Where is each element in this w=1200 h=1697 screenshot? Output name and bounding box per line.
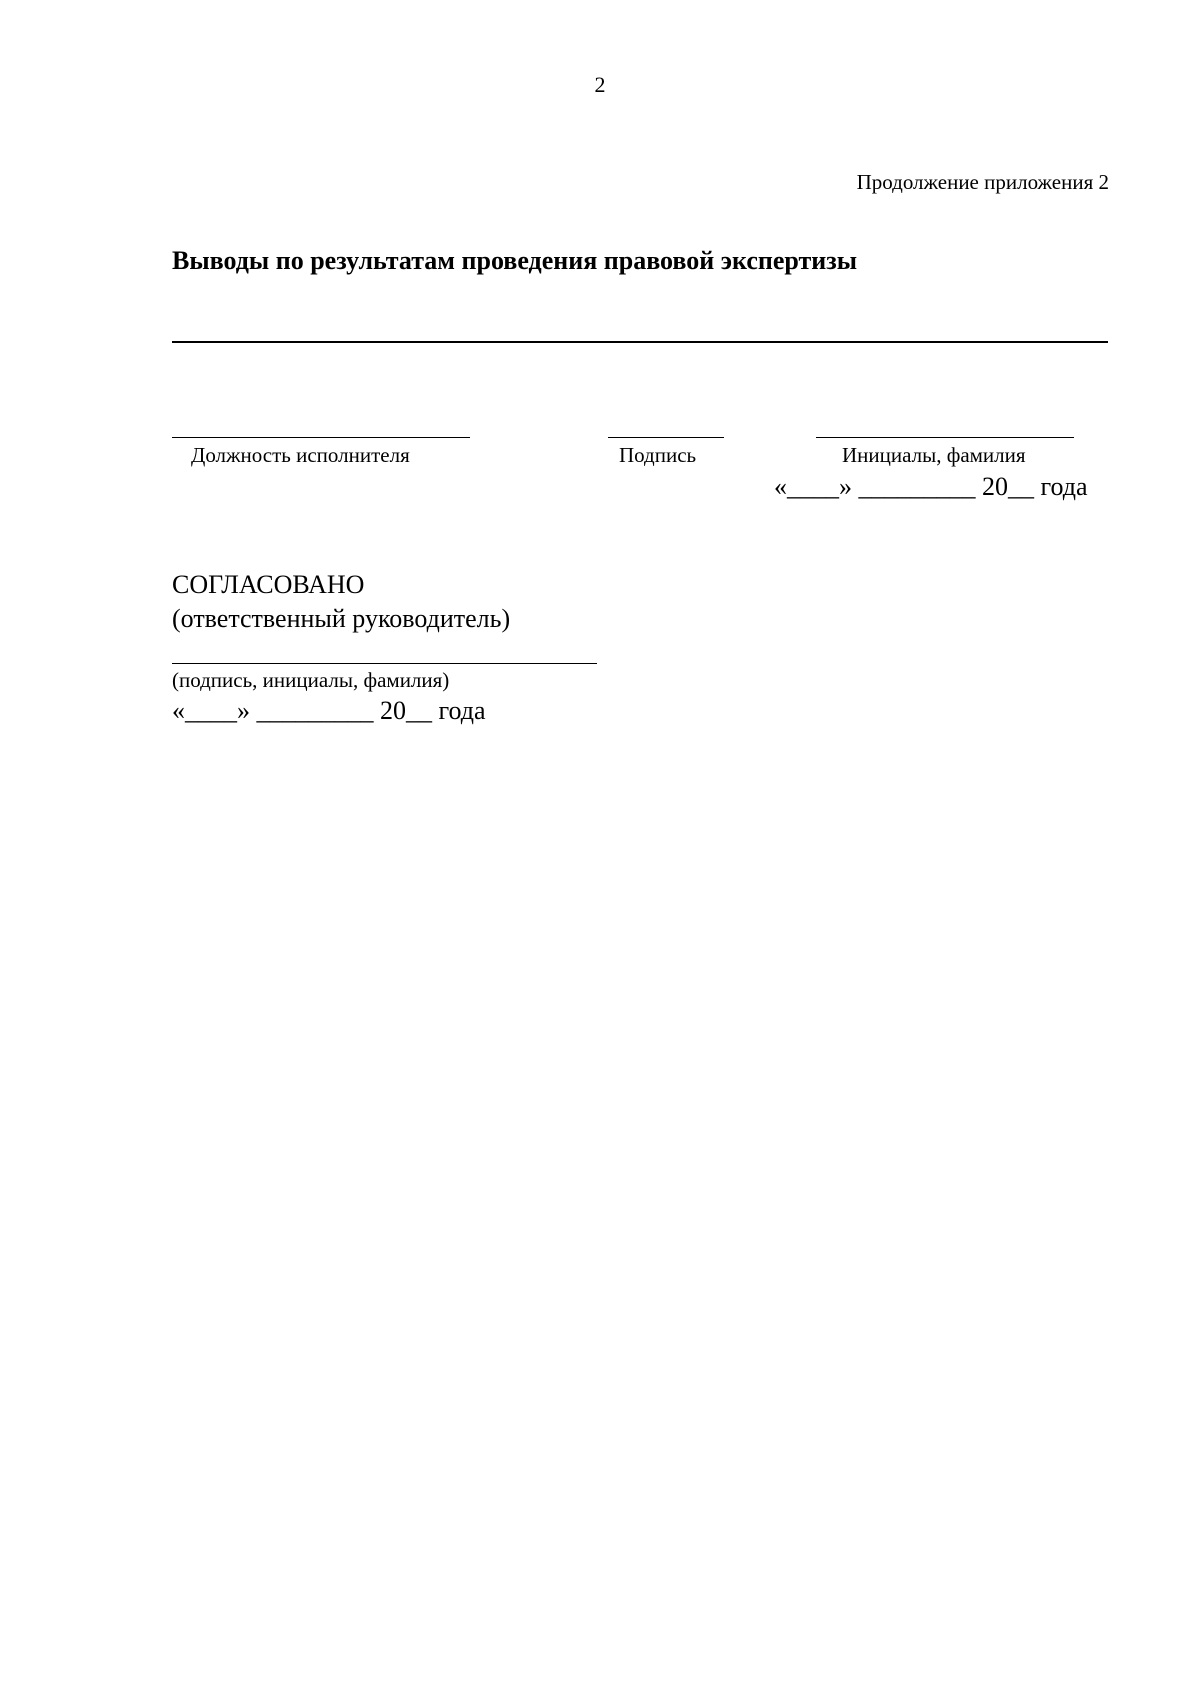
executor-date-line: «____» _________ 20__ года	[774, 472, 1088, 501]
name-caption: Инициалы, фамилия	[842, 443, 1026, 467]
conclusions-title: Выводы по результатам проведения правовой экспертизы	[172, 246, 858, 275]
signature-caption: Подпись	[619, 443, 697, 467]
signature-fill-line	[608, 437, 724, 438]
conclusion-fill-line	[172, 341, 1108, 343]
approved-subtitle: (ответственный руководитель)	[172, 604, 511, 633]
approved-date-line: «____» _________ 20__ года	[172, 696, 486, 725]
approved-title: СОГЛАСОВАНО	[172, 570, 365, 599]
position-fill-line	[172, 437, 470, 438]
page-number: 2	[594, 72, 606, 97]
approved-signature-fill-line	[172, 663, 597, 664]
approved-signature-caption: (подпись, инициалы, фамилия)	[172, 668, 450, 692]
name-fill-line	[816, 437, 1074, 438]
appendix-note: Продолжение приложения 2	[856, 170, 1109, 194]
position-caption: Должность исполнителя	[191, 443, 410, 467]
